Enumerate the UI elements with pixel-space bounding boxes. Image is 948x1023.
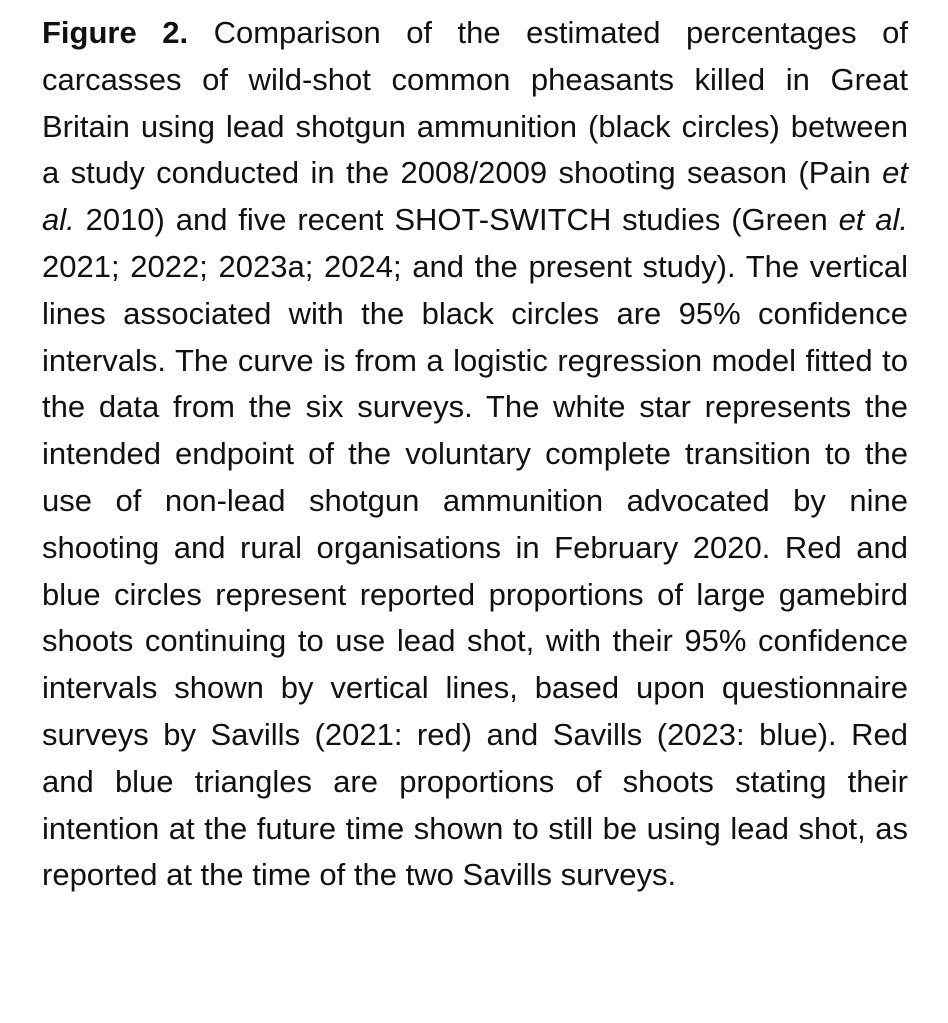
caption-text: 2021; 2022; 2023a; 2024; and the present study). The vertical lines associated with the black circles are 95% confidence intervals. The curve is from a logistic regression model fitted to the data from the six surveys. The white star represents the intended endpoint of the voluntary complete transition to the use of non-lead shotgun ammunition advocated by nine shooting and rural organisations in February 2020. Red and blue circles represent reported proportions of large gamebird shoots continuing to use lead shot, with their 95% confidence intervals shown by vertical lines, based upon questionnaire surveys by Savills (2021: red) and Savills (2023: blue). Red and blue triangles are proportions of shoots stating their intention at the future time shown to still be using lead shot, as reported at the time of the two Savills surveys. <box>42 248 908 893</box>
figure-label: Figure 2. <box>42 15 189 50</box>
figure-caption <box>42 10 908 899</box>
caption-text: 2010) and five recent SHOT-SWITCH studies (Green <box>74 202 839 238</box>
caption-text: Comparison of the estimated percentages of carcasses of wild-shot common pheasants killed in Great Britain using lead shotgun ammunition (black circles) between a study conducted in the 2008/2009 shooting season (Pain <box>42 15 908 191</box>
caption-italic: et al. <box>838 202 908 238</box>
caption-italic: et al. <box>42 155 908 238</box>
